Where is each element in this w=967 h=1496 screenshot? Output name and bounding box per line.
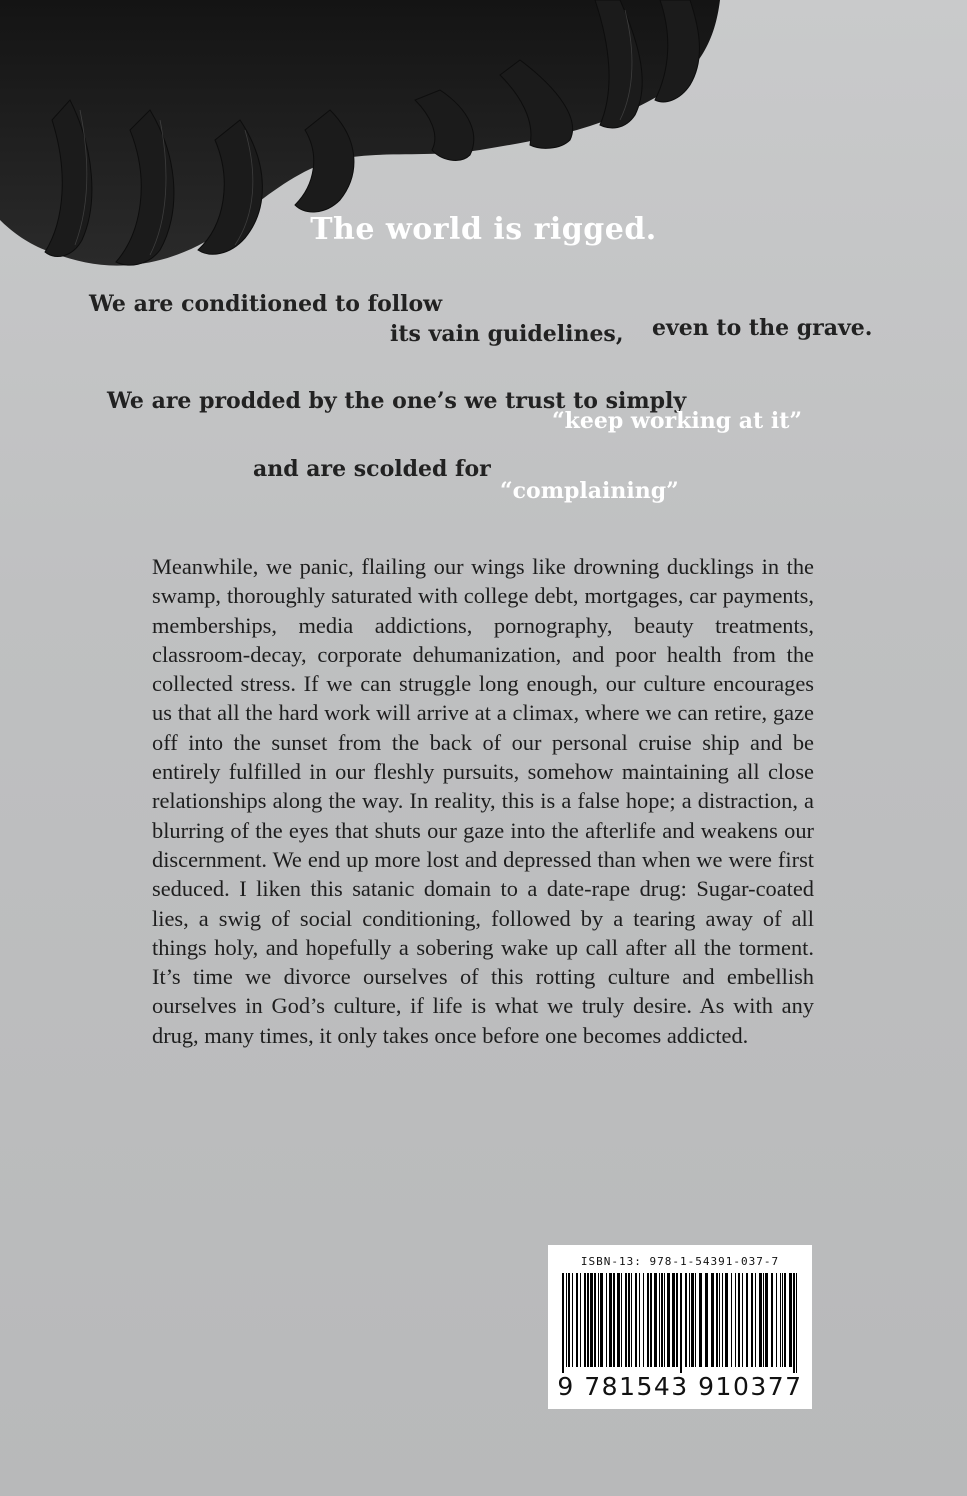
headline: The world is rigged. [310, 212, 657, 247]
barcode-block [548, 1245, 812, 1409]
raven-wing-illustration [0, 0, 967, 300]
tagline-line-3: We are prodded by the one’s we trust to simply [107, 388, 687, 414]
tagline-line-2b: even to the grave. [652, 315, 873, 341]
barcode-bars [562, 1273, 798, 1373]
blurb-paragraph: Meanwhile, we panic, flailing our wings like drowning ducklings in the swamp, thoroughly saturated with college debt, mortgages, car payments, memberships, media addictions, pornography, beauty treatments, classroom-decay, corporate dehumanization, and poor health from the collected stress. If we can struggle long enough, our culture encourages us that all the hard work will arrive at a climax, where we can retire, gaze off into the sunset from the back of our personal cruise ship and be entirely fulfilled in our fleshly pursuits, somehow maintaining all close relationships along the way. In reality, this is a false hope; a distraction, a blurring of the eyes that shuts our gaze into the afterlife and weakens our discernment. We end up more lost and depressed than when we were first seduced. I liken this satanic domain to a date-rape drug: Sugar-coated lies, a swig of social conditioning, followed by a tearing away of all things holy, and hopefully a sobering wake up call after all the torment. It’s time we divorce ourselves of this rotting culture and embellish ourselves in God’s culture, if life is what we truly desire. As with any drug, many times, it only takes once before one becomes addicted. [152, 554, 814, 1048]
isbn-label: ISBN-13: 978-1-54391-037-7 [580, 1255, 780, 1268]
tagline-line-2a: its vain guidelines, [390, 321, 624, 347]
tagline-line-4: “keep working at it” [552, 408, 803, 434]
tagline-line-5b: “complaining” [500, 478, 679, 504]
tagline-line-5a: and are scolded for [253, 456, 491, 482]
isbn-digits: 9 781543 910377 [557, 1372, 803, 1401]
tagline-line-1: We are conditioned to follow [89, 291, 443, 317]
